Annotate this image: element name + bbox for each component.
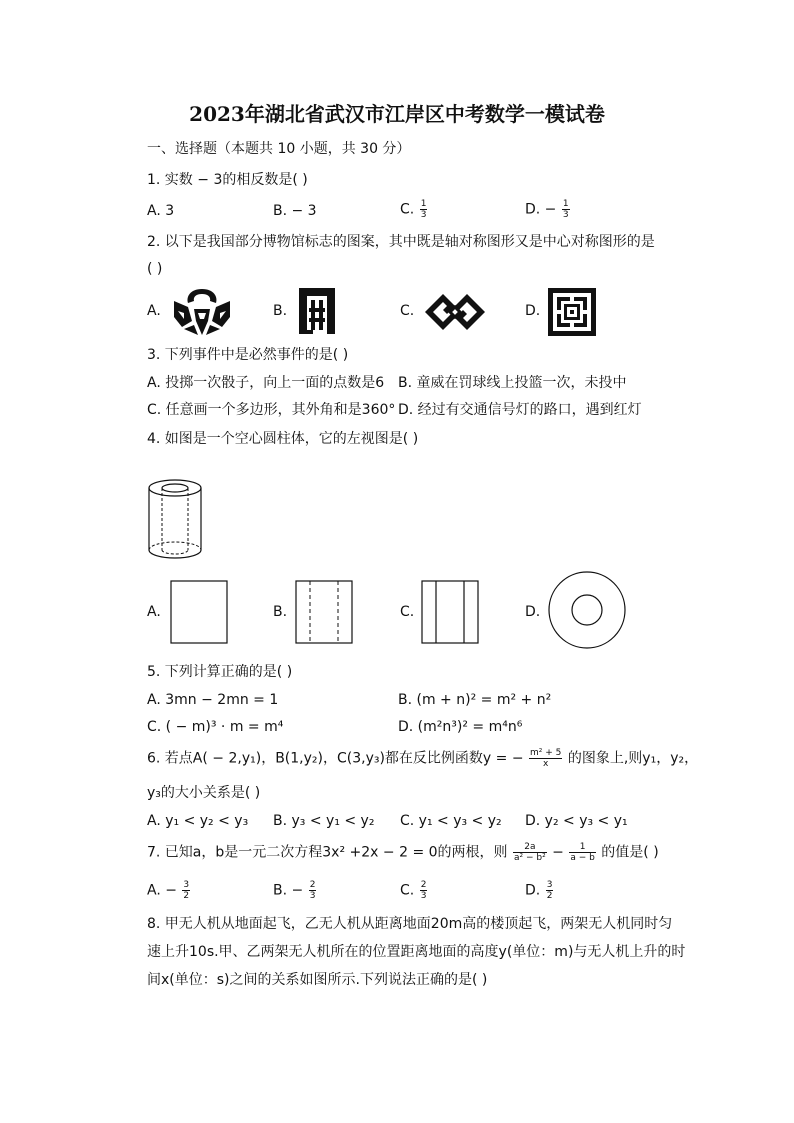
q5-option-d: D. (m²n³)² = m⁴n⁶: [398, 719, 523, 735]
q6-frac-den: x: [543, 759, 549, 769]
q7-d-den: 2: [546, 891, 553, 901]
q2-option-d: D.: [525, 303, 541, 319]
q5-option-a: A. 3mn − 2mn = 1: [147, 692, 279, 708]
q1-option-b: B. − 3: [273, 203, 317, 219]
q4-option-d: D.: [525, 604, 541, 620]
question-6-stem: [147, 748, 698, 769]
q7-b-label: B. −: [273, 882, 304, 899]
q7-f2-den: a − b: [570, 853, 595, 863]
q1-option-c-label: C.: [400, 201, 415, 218]
q7-option-b: [273, 880, 317, 901]
q7-a-label: A. −: [147, 882, 177, 899]
q5-option-c: C. ( − m)³ · m = m⁴: [147, 719, 284, 735]
museum-logo-c-icon: [423, 288, 487, 336]
q5-option-b: B. (m + n)² = m² + n²: [398, 692, 552, 708]
q7-f2-num: 1: [569, 842, 596, 853]
q1-option-a: A. 3: [147, 203, 175, 219]
q2-option-a: A.: [147, 303, 161, 319]
q3-option-d: D. 经过有交通信号灯的路口，遇到红灯: [398, 402, 642, 418]
question-2-stem: 2. 以下是我国部分博物馆标志的图案，其中既是轴对称图形又是中心对称图形的是: [147, 234, 655, 250]
q7-f1-num: 2a: [513, 842, 547, 853]
q3-option-b: B. 童威在罚球线上投篮一次，未投中: [398, 375, 627, 391]
q7-d-label: D.: [525, 882, 541, 899]
question-8-line-1: 8. 甲无人机从地面起飞，乙无人机从距离地面20m高的楼顶起飞，两架无人机同时匀: [147, 916, 673, 932]
section-heading: 一、选择题（本题共 10 小题，共 30 分）: [147, 141, 411, 157]
q4-option-d-figure: [547, 570, 627, 650]
q2-option-b: B.: [273, 303, 288, 319]
q1-option-c: [400, 199, 428, 220]
q6-frac-num: m² + 5: [530, 748, 562, 758]
q4-option-b-figure: [295, 580, 353, 644]
q1-d-den: 3: [562, 210, 569, 220]
q7-option-c: [400, 880, 428, 901]
q6-option-d: D. y₂ < y₃ < y₁: [525, 813, 628, 829]
q3-option-a: A. 投掷一次骰子，向上一面的点数是6: [147, 375, 385, 391]
q7-a-den: 2: [183, 891, 190, 901]
hollow-cylinder-figure: [145, 478, 205, 560]
q7-b-num: 2: [309, 880, 316, 890]
q4-option-c-figure: [421, 580, 479, 644]
q7-option-d: [525, 880, 554, 901]
page-title: 2023年湖北省武汉市江岸区中考数学一模试卷: [189, 102, 605, 126]
q1-option-d: [525, 199, 571, 220]
q6-option-a: A. y₁ < y₂ < y₃: [147, 813, 249, 829]
q7-stem-part1: 7. 已知a，b是一元二次方程3x² +2x − 2 = 0的两根，则: [147, 844, 508, 861]
question-4-stem: 4. 如图是一个空心圆柱体，它的左视图是( ): [147, 431, 419, 447]
q7-minus: −: [552, 844, 564, 861]
question-8-line-2: 速上升10s.甲、乙两架无人机所在的位置距离地面的高度y(单位：m)与无人机上升的时: [147, 944, 686, 960]
museum-logo-a-icon: [170, 287, 234, 337]
question-6-stem-cont: y₃的大小关系是( ): [147, 785, 261, 801]
museum-logo-d-icon: [548, 288, 596, 336]
q7-b-den: 3: [309, 891, 316, 901]
question-2-stem-cont: ( ): [147, 261, 163, 277]
q4-option-a: A.: [147, 604, 161, 620]
question-3-stem: 3. 下列事件中是必然事件的是( ): [147, 347, 349, 363]
q7-stem-part2: 的值是( ): [601, 844, 659, 861]
q2-option-c: C.: [400, 303, 415, 319]
q7-f1-den: a² − b²: [513, 853, 546, 863]
question-7-stem: [147, 842, 659, 863]
question-8-line-3: 间x(单位：s)之间的关系如图所示.下列说法正确的是( ): [147, 972, 488, 988]
q7-c-den: 3: [420, 891, 427, 901]
q7-c-label: C.: [400, 882, 415, 899]
question-1-stem: 1. 实数 − 3的相反数是( ): [147, 172, 308, 188]
q6-stem-part1: 6. 若点A( − 2,y₁)，B(1,y₂)，C(3,y₃)都在反比例函数y = −: [147, 750, 524, 767]
museum-logo-b-icon: [297, 286, 337, 336]
q7-a-num: 3: [183, 880, 190, 890]
q6-stem-part2: 的图象上,则y₁，y₂，: [567, 750, 699, 767]
q1-d-num: 1: [562, 199, 569, 209]
q4-option-b: B.: [273, 604, 288, 620]
q4-option-c: C.: [400, 604, 415, 620]
q4-option-a-figure: [170, 580, 228, 644]
q3-option-c: C. 任意画一个多边形，其外角和是360°: [147, 402, 396, 418]
q1-c-den: 3: [420, 210, 427, 220]
q6-option-b: B. y₃ < y₁ < y₂: [273, 813, 375, 829]
q7-option-a: [147, 880, 191, 901]
q1-c-num: 1: [420, 199, 427, 209]
question-5-stem: 5. 下列计算正确的是( ): [147, 664, 293, 680]
q7-d-num: 3: [546, 880, 553, 890]
q6-option-c: C. y₁ < y₃ < y₂: [400, 813, 502, 829]
q7-c-num: 2: [420, 880, 427, 890]
q1-option-d-label: D. −: [525, 201, 557, 218]
